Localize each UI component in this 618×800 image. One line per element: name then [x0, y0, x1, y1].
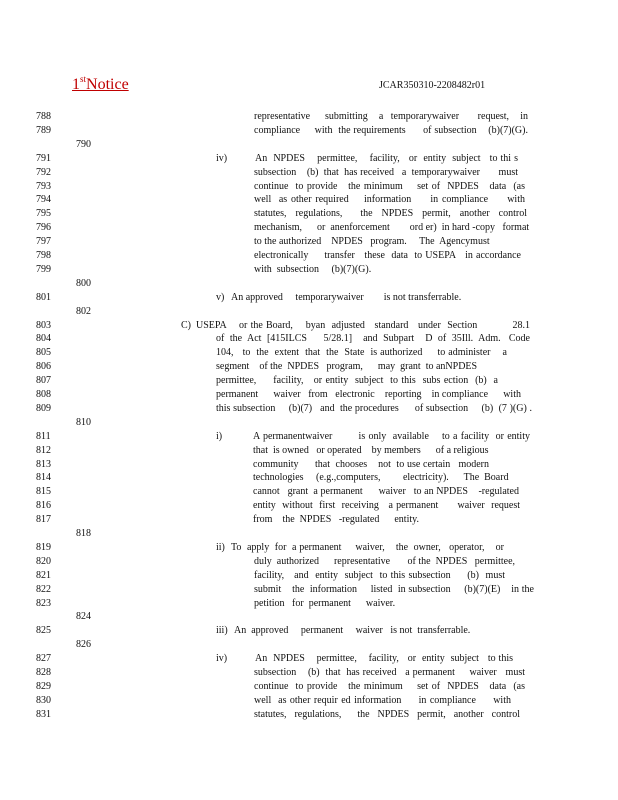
- line-text: from the NPDES -regulated entity.: [253, 514, 419, 526]
- document-line: [0, 305, 618, 319]
- line-text: community that chooses not to use certain modern: [253, 458, 489, 470]
- line-text: 104, to the extent that the State is authorized to administer a: [216, 347, 507, 359]
- document-line: [0, 569, 618, 583]
- line-number: 798: [36, 250, 51, 261]
- line-text: An approved permanent waiver is not transferrable.: [234, 625, 471, 637]
- line-number: 796: [36, 222, 51, 234]
- notice-header: [72, 74, 129, 94]
- section-break-number: 790: [76, 138, 91, 150]
- line-number: 817: [36, 514, 51, 526]
- line-text: segment of the NPDES program, may grant to anNPDES: [216, 361, 478, 373]
- document-line: [0, 180, 618, 194]
- document-line: [0, 666, 618, 680]
- item-label: v): [216, 291, 225, 303]
- document-line: [0, 638, 618, 652]
- line-text: An approved temporarywaiver is not transferrable.: [231, 291, 462, 303]
- document-line: [0, 527, 618, 541]
- line-text: with subsection (b)(7)(G).: [254, 263, 372, 275]
- notice-ordinal-suffix: st: [80, 74, 87, 84]
- line-text: well as other requir ed information in compliance with: [254, 694, 511, 706]
- line-number: 822: [36, 583, 51, 595]
- line-text: To apply for a permanent waiver, the owner, operator, or: [231, 541, 504, 553]
- document-line: [0, 680, 618, 694]
- line-text: continue to provide the minimum set of NPDES data (as: [254, 180, 525, 192]
- line-number: 829: [36, 680, 51, 692]
- item-label: C): [181, 319, 191, 331]
- line-number: 789: [36, 124, 51, 136]
- document-line: [0, 513, 618, 527]
- document-line: [0, 583, 618, 597]
- line-number: 808: [36, 389, 51, 400]
- section-break-number: 810: [76, 416, 91, 428]
- line-number: 793: [36, 180, 51, 192]
- document-line: [0, 444, 618, 458]
- document-line: [0, 458, 618, 472]
- line-number: 812: [36, 444, 51, 456]
- line-text: to the authorized NPDES program. The Agencymust: [254, 236, 490, 248]
- document-line: [0, 110, 618, 124]
- line-text: petition for permanent waiver.: [254, 597, 396, 609]
- document-line: [0, 555, 618, 569]
- document-line: [0, 541, 618, 555]
- line-text: permittee, facility, or entity subject to this subs ection (b) a: [216, 375, 498, 387]
- line-text: representative submitting a temporarywaiver request, in: [254, 111, 528, 122]
- line-text: well as other required information in compliance with: [254, 194, 525, 206]
- line-number: 801: [36, 291, 51, 303]
- document-line: [0, 263, 618, 277]
- line-number: 815: [36, 486, 51, 498]
- section-break-number: 826: [76, 639, 91, 651]
- line-text: USEPA or the Board, byan adjusted standard under Section 28.1: [196, 319, 530, 331]
- line-text: submit the information listed in subsection (b)(7)(E) in the: [254, 583, 534, 595]
- document-line: [0, 374, 618, 388]
- line-number: 794: [36, 194, 51, 206]
- document-line: [0, 499, 618, 513]
- item-label: iv): [216, 152, 228, 164]
- section-break-number: 802: [76, 305, 91, 317]
- line-text: subsection (b) that has received a permanent waiver must: [254, 667, 525, 678]
- line-number: 813: [36, 458, 51, 470]
- line-number: 809: [36, 402, 51, 414]
- line-number: 821: [36, 569, 51, 581]
- notice-number: 1: [72, 76, 80, 93]
- document-line: [0, 694, 618, 708]
- line-number: 799: [36, 263, 51, 275]
- section-break-number: 824: [76, 611, 91, 623]
- line-text: compliance with the requirements of subsection (b)(7)(G).: [254, 124, 528, 136]
- line-text: A permanentwaiver is only available to a facility or entity: [253, 430, 530, 442]
- document-line: [0, 332, 618, 346]
- line-number: 823: [36, 597, 51, 609]
- line-text: this subsection (b)(7) and the procedures of subsection (b) (7 )(G) .: [216, 402, 532, 414]
- item-label: ii): [216, 541, 225, 553]
- document-line: [0, 221, 618, 235]
- line-number: 807: [36, 375, 51, 387]
- line-number: 825: [36, 625, 51, 637]
- item-label: iv): [216, 653, 228, 665]
- line-number: 830: [36, 694, 51, 706]
- document-line: [0, 138, 618, 152]
- document-line: [0, 402, 618, 416]
- section-break-number: 800: [76, 277, 91, 289]
- line-text: An NPDES permittee, facility, or entity subject to this: [255, 653, 513, 665]
- line-text: that is owned or operated by members of a religious: [253, 444, 489, 456]
- line-text: technologies (e.g.,computers, electricity). The Board: [253, 472, 509, 484]
- line-text: statutes, regulations, the NPDES permit, another control: [254, 708, 520, 720]
- document-line: [0, 291, 618, 305]
- document-line: [0, 346, 618, 360]
- item-label: iii): [216, 625, 228, 637]
- line-number: 805: [36, 347, 51, 359]
- line-text: electronically transfer these data to USEPA in accordance: [254, 250, 521, 261]
- document-line: [0, 207, 618, 221]
- document-line: [0, 485, 618, 499]
- line-number: 811: [36, 430, 51, 442]
- line-number: 820: [36, 555, 51, 567]
- section-break-number: 818: [76, 528, 91, 539]
- line-text: of the Act [415ILCS 5/28.1] and Subpart D of 35Ill. Adm. Code: [216, 333, 530, 345]
- document-line: [0, 235, 618, 249]
- line-number: 797: [36, 236, 51, 248]
- line-text: subsection (b) that has received a temporarywaiver must: [254, 166, 518, 178]
- document-line: [0, 166, 618, 180]
- line-number: 828: [36, 667, 51, 678]
- document-line: [0, 416, 618, 430]
- line-number: 819: [36, 541, 51, 553]
- document-line: [0, 319, 618, 333]
- document-line: [0, 597, 618, 611]
- item-label: i): [216, 430, 223, 442]
- document-line: [0, 652, 618, 666]
- document-line: [0, 610, 618, 624]
- line-text: duly authorized representative of the NPDES permittee,: [254, 555, 516, 567]
- document-line: [0, 249, 618, 263]
- document-line: [0, 152, 618, 166]
- line-text: entity without first receiving a permanent waiver request: [253, 500, 520, 512]
- line-number: 827: [36, 653, 51, 665]
- line-text: statutes, regulations, the NPDES permit, another control: [254, 208, 527, 220]
- line-text: facility, and entity subject to this subsection (b) must: [254, 569, 505, 581]
- document-line: [0, 388, 618, 402]
- line-number: 816: [36, 500, 51, 512]
- line-text: An NPDES permittee, facility, or entity subject to thi s: [255, 152, 518, 164]
- line-text: cannot grant a permanent waiver to an NPDES -regulated: [253, 486, 519, 498]
- document-line: [0, 360, 618, 374]
- line-number: 831: [36, 708, 51, 720]
- document-id: JCAR350310-2208482r01: [379, 80, 486, 91]
- line-number: 792: [36, 166, 51, 178]
- line-number: 795: [36, 208, 51, 220]
- line-text: continue to provide the minimum set of NPDES data (as: [254, 680, 525, 692]
- document-line: [0, 277, 618, 291]
- document-line: [0, 708, 618, 722]
- document-line: [0, 471, 618, 485]
- line-number: 806: [36, 361, 51, 373]
- line-number: 804: [36, 333, 51, 345]
- line-number: 788: [36, 111, 51, 122]
- document-line: [0, 193, 618, 207]
- line-number: 803: [36, 319, 51, 331]
- notice-word: Notice: [86, 76, 129, 93]
- line-number: 791: [36, 152, 51, 164]
- line-text: mechanism, or anenforcement ord er) in hard -copy format: [254, 222, 530, 234]
- document-line: [0, 430, 618, 444]
- line-text: permanent waiver from electronic reporting in compliance with: [216, 389, 521, 400]
- document-line: [0, 624, 618, 638]
- document-line: [0, 124, 618, 138]
- line-number: 814: [36, 472, 51, 484]
